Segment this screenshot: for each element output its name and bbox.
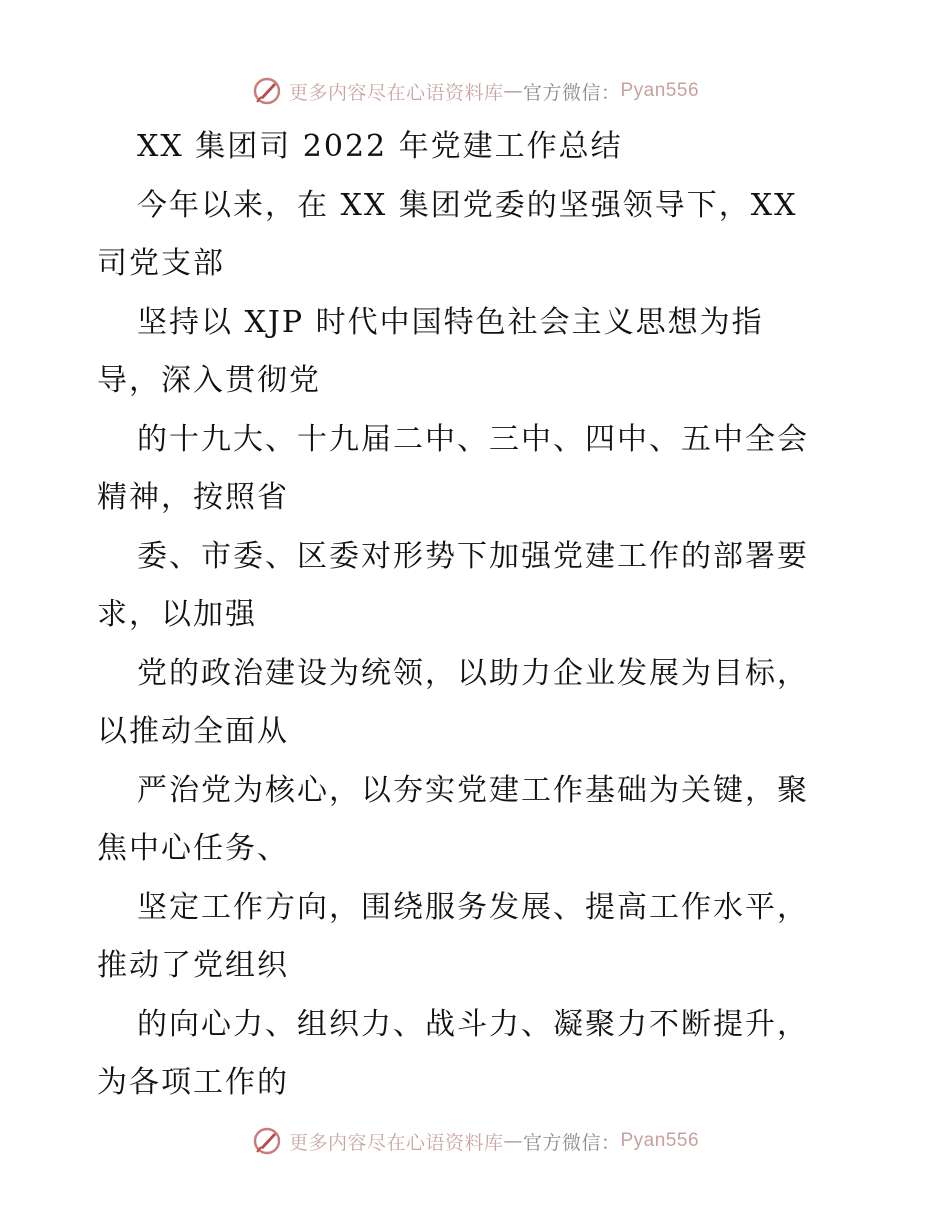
watermark-wechat-label: 官方微信： bbox=[522, 81, 621, 104]
paragraph-line: 以推动全面从 bbox=[97, 714, 289, 749]
paragraph-line: 推动了党组织 bbox=[97, 948, 289, 983]
paragraph-line: 精神，按照省 bbox=[97, 480, 289, 515]
quill-circle-icon bbox=[251, 1125, 283, 1157]
watermark-text: 更多内容尽在心语资料库 bbox=[288, 81, 504, 104]
paragraph-line: 司党支部 bbox=[97, 246, 225, 281]
paragraph-line: 为各项工作的 bbox=[97, 1065, 289, 1100]
watermark-wechat-id: Pyan556 bbox=[620, 1130, 700, 1151]
paragraph-line: 今年以来，在 XX 集团党委的坚强领导下，XX bbox=[137, 188, 798, 223]
paragraph-line: 党的政治建设为统领，以助力企业发展为目标， bbox=[137, 656, 809, 691]
paragraph-line: 导，深入贯彻党 bbox=[97, 363, 321, 398]
watermark-dash: — bbox=[503, 1130, 523, 1152]
watermark-wechat-id: Pyan556 bbox=[620, 80, 700, 101]
paragraph-line: 求，以加强 bbox=[97, 597, 257, 632]
paragraph-line: 的向心力、组织力、战斗力、凝聚力不断提升， bbox=[137, 1007, 809, 1042]
paragraph-line: 的十九大、十九届二中、三中、四中、五中全会 bbox=[137, 422, 809, 457]
paragraph-line: 严治党为核心，以夯实党建工作基础为关键，聚 bbox=[137, 773, 809, 808]
paragraph-line: 坚持以 XJP 时代中国特色社会主义思想为指 bbox=[137, 305, 764, 340]
document-title: XX 集团司 2022 年党建工作总结 bbox=[137, 129, 623, 164]
watermark-text: 更多内容尽在心语资料库 bbox=[288, 1131, 504, 1154]
paragraph-line: 坚定工作方向，围绕服务发展、提高工作水平， bbox=[137, 890, 809, 925]
paragraph-line: 委、市委、区委对形势下加强党建工作的部署要 bbox=[137, 539, 809, 574]
paragraph-line: 焦中心任务、 bbox=[97, 831, 289, 866]
watermark-dash: — bbox=[503, 80, 523, 102]
footer-watermark bbox=[0, 1121, 950, 1161]
watermark-wechat-label: 官方微信： bbox=[522, 1131, 621, 1154]
